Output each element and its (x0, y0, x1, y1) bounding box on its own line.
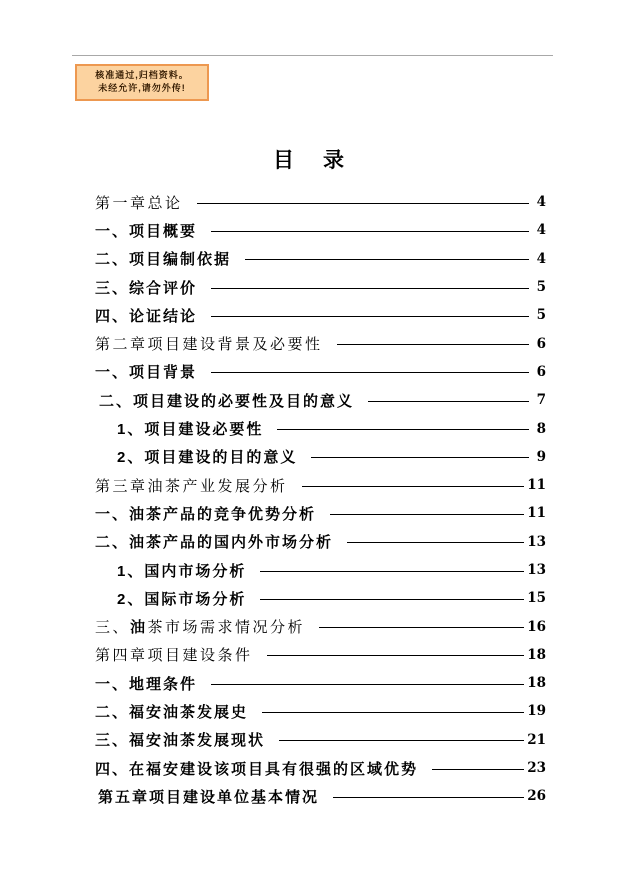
toc-page-number: 15 (527, 590, 546, 607)
toc-leader-line (277, 429, 529, 430)
toc-entry-label: 第三章油茶产业发展分析 (95, 477, 288, 495)
toc-leader-line (262, 712, 524, 713)
toc-entry-label: 第四章项目建设条件 (95, 647, 253, 665)
toc-entry-label: 三、福安油茶发展现状 (95, 732, 266, 750)
toc-entry-label: 2、国际市场分析 (117, 590, 247, 608)
toc-page-number: 11 (527, 477, 546, 494)
toc-entry[interactable] (95, 414, 546, 442)
header-divider (72, 55, 553, 56)
toc-page-number: 13 (527, 533, 546, 550)
toc-page-number: 23 (527, 760, 546, 777)
toc-entry-label: 四、论证结论 (95, 307, 198, 325)
toc-page-number: 13 (527, 562, 546, 578)
toc-entry[interactable] (95, 584, 546, 612)
toc-page-number: 6 (536, 363, 546, 380)
toc-page-number: 18 (527, 646, 546, 663)
toc-page-number: 7 (536, 392, 546, 409)
toc-page-number: 18 (527, 675, 546, 692)
stamp-text-line2: 未经允许,请勿外传! (98, 83, 186, 93)
toc-leader-line (311, 457, 529, 458)
toc-entry[interactable] (95, 358, 546, 386)
toc-entry-label: 一、油茶产品的竞争优势分析 (95, 505, 317, 523)
toc-entry-label: 2、项目建设的目的意义 (117, 449, 298, 467)
toc-leader-line (211, 231, 529, 232)
toc-leader-line (211, 372, 529, 373)
toc-entry[interactable] (95, 443, 546, 471)
toc-leader-line (319, 627, 524, 628)
stamp-text-line1: 核准通过,归档资料。 (95, 70, 189, 80)
toc-page-number: 16 (527, 618, 546, 635)
toc-entry-label: 二、油茶产品的国内外市场分析 (95, 534, 334, 552)
toc-entry-label: 四、在福安建设该项目具有很强的区域优势 (95, 760, 419, 778)
toc-page-number: 9 (536, 448, 546, 465)
toc-leader-line (211, 316, 529, 317)
toc-entry[interactable] (95, 329, 546, 357)
toc-entry[interactable] (95, 726, 546, 754)
toc-leader-line (330, 514, 524, 515)
toc-leader-line (337, 344, 529, 345)
toc-entry-label: 二、福安油茶发展史 (95, 703, 249, 721)
toc-leader-line (197, 203, 529, 204)
toc-entry-label: 一、项目背景 (95, 364, 198, 382)
toc-entry[interactable] (95, 499, 546, 527)
toc-entry-label: 第五章项目建设单位基本情况 (98, 788, 320, 806)
toc-leader-line (211, 288, 529, 289)
toc-entry[interactable] (95, 641, 546, 669)
toc-leader-line (279, 740, 524, 741)
toc-leader-line (245, 259, 529, 260)
toc-entry[interactable] (95, 528, 546, 556)
toc-entry[interactable] (95, 782, 546, 810)
toc-entry-label: 三、综合评价 (95, 279, 198, 297)
toc-entry-label: 第一章总论 (95, 194, 183, 212)
toc-entry[interactable] (95, 471, 546, 499)
toc-page-number: 19 (527, 703, 546, 720)
toc-title: 目 录 (273, 149, 348, 172)
toc-page-number: 5 (536, 279, 546, 296)
toc-entry-label: 三、油茶市场需求情况分析 (95, 619, 306, 637)
toc-entry[interactable] (95, 386, 546, 414)
toc-leader-line (333, 797, 524, 798)
toc-page-number: 5 (536, 307, 546, 324)
toc-entry-label: 一、项目概要 (95, 222, 198, 240)
toc-entry[interactable] (95, 216, 546, 244)
toc-leader-line (347, 542, 524, 543)
approval-stamp-box (75, 64, 209, 101)
toc-entry[interactable] (95, 301, 546, 329)
toc-entry[interactable] (95, 273, 546, 301)
toc-page-number: 26 (527, 788, 546, 805)
toc-entry-label: 1、国内市场分析 (117, 562, 247, 580)
toc-entry[interactable] (95, 556, 546, 584)
toc-entry-label: 第二章项目建设背景及必要性 (95, 336, 323, 354)
toc-leader-line (432, 769, 524, 770)
toc-leader-line (260, 571, 524, 572)
toc-leader-line (211, 684, 524, 685)
toc-list (95, 188, 546, 811)
toc-leader-line (267, 655, 525, 656)
toc-leader-line (260, 599, 524, 600)
toc-entry[interactable] (95, 697, 546, 725)
toc-entry-label: 二、项目编制依据 (95, 251, 232, 269)
toc-entry-label: 一、地理条件 (95, 675, 198, 693)
toc-entry[interactable] (95, 669, 546, 697)
toc-leader-line (368, 401, 529, 402)
toc-page-number: 6 (536, 335, 546, 352)
toc-entry-label: 二、项目建设的必要性及目的意义 (99, 392, 355, 410)
toc-entry[interactable] (95, 612, 546, 640)
toc-page-number: 4 (536, 250, 546, 267)
toc-leader-line (302, 486, 525, 487)
toc-entry[interactable] (95, 188, 546, 216)
toc-entry[interactable] (95, 245, 546, 273)
toc-page-number: 4 (536, 222, 546, 239)
toc-page-number: 4 (536, 194, 546, 211)
toc-entry-label: 1、项目建设必要性 (117, 421, 264, 439)
toc-page-number: 11 (527, 505, 546, 522)
toc-page-number: 21 (527, 731, 546, 748)
toc-entry[interactable] (95, 754, 546, 782)
toc-page-number: 8 (536, 420, 546, 437)
